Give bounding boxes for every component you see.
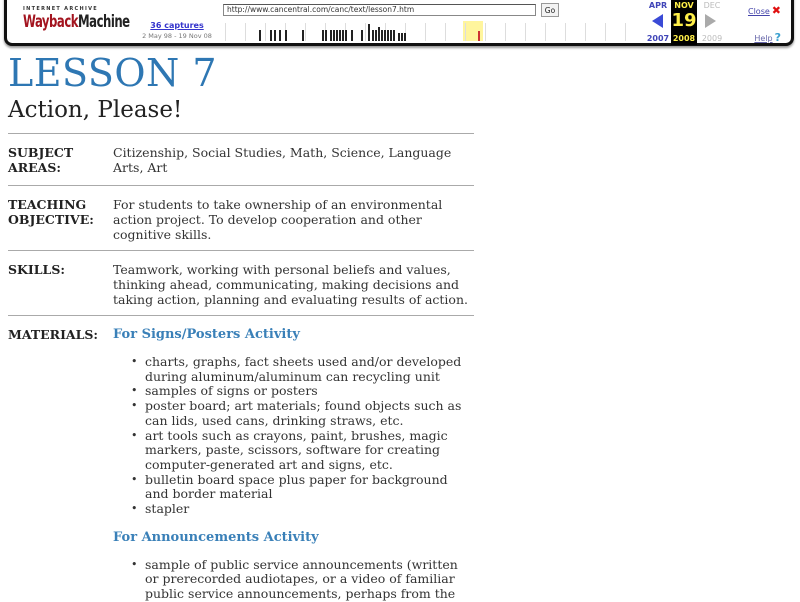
capture-bar xyxy=(381,30,383,41)
year-tick xyxy=(445,23,446,41)
section-label: SUBJECT AREAS: xyxy=(8,145,74,175)
capture-bar xyxy=(322,30,324,41)
materials-list xyxy=(113,327,474,602)
section-materials xyxy=(8,315,474,602)
wayback-logo[interactable] xyxy=(23,6,130,38)
materials-items xyxy=(113,355,474,517)
capture-bar xyxy=(345,30,347,41)
capture-bar xyxy=(279,30,281,41)
year-tick xyxy=(625,23,626,41)
materials-items xyxy=(113,558,474,602)
capture-bar xyxy=(378,27,380,41)
captures-range: 2 May 98 - 19 Nov 08 xyxy=(142,32,212,40)
help-icon[interactable]: ? xyxy=(774,31,781,44)
year-tick xyxy=(245,23,246,41)
close-icon[interactable]: ✖ xyxy=(771,4,781,17)
section-skills xyxy=(8,250,474,315)
wayback-toolbar xyxy=(4,0,794,46)
current-year-highlight xyxy=(463,21,483,41)
close-toolbar[interactable] xyxy=(748,4,781,17)
section-value: For students to take ownership of an environmental action project. To develop cooperation and other cognitive skills. xyxy=(113,197,443,242)
url-input[interactable]: http://www.cancentral.com/canc/text/lesson7.htm xyxy=(223,4,536,16)
year-tick xyxy=(505,23,506,41)
captures-info xyxy=(137,21,217,40)
capture-bar xyxy=(259,30,261,41)
capture-bar xyxy=(342,30,344,41)
year-tick xyxy=(485,23,486,41)
year-tick xyxy=(605,23,606,41)
capture-bar xyxy=(375,30,377,41)
capture-bar xyxy=(393,30,395,41)
year-tick xyxy=(225,23,226,41)
section-label: MATERIALS: xyxy=(8,327,99,342)
list-item: • art tools such as crayons, paint, brushes, magic markers, paste, scissors, software for creating computer-generated art and signs, etc. xyxy=(135,429,474,473)
section-teaching-objective xyxy=(8,185,474,250)
list-item: • sample of public service announcements (written or prerecorded audiotapes, or a video of familiar public service announcements, perhaps from the xyxy=(135,558,474,602)
help[interactable] xyxy=(754,31,781,44)
capture-bar xyxy=(325,30,327,41)
capture-bar xyxy=(330,30,332,41)
lesson-title: Action, Please! xyxy=(8,97,183,123)
current-capture-marker xyxy=(478,31,480,41)
next-year: 2009 xyxy=(701,34,723,43)
year-tick xyxy=(425,23,426,41)
activity-heading: For Signs/Posters Activity xyxy=(113,327,300,342)
capture-bar xyxy=(270,30,272,41)
capture-bar xyxy=(368,24,370,41)
capture-bar xyxy=(390,30,392,41)
current-month: NOV xyxy=(674,1,694,10)
capture-bar xyxy=(302,30,304,41)
capture-bar xyxy=(404,33,406,41)
current-capture xyxy=(671,0,697,45)
help-link[interactable]: Help xyxy=(754,34,773,43)
current-year: 2008 xyxy=(672,34,696,43)
year-tick xyxy=(565,23,566,41)
capture-bar xyxy=(361,30,363,41)
capture-bar xyxy=(339,30,341,41)
capture-bar xyxy=(351,30,353,41)
capture-bar xyxy=(372,30,374,41)
section-value: Teamwork, working with personal beliefs and values, thinking ahead, communicating, making decisions and taking action, planning and evaluating results of action. xyxy=(113,262,468,307)
captures-link[interactable]: 36 captures xyxy=(150,21,204,30)
prev-month: APR xyxy=(648,1,668,10)
captures-sparkline[interactable] xyxy=(223,23,643,43)
close-link[interactable]: Close xyxy=(747,7,770,16)
section-label: TEACHING OBJECTIVE: xyxy=(8,197,94,227)
capture-bar xyxy=(398,33,400,41)
current-day: 19 xyxy=(671,10,697,31)
list-item: • samples of signs or posters xyxy=(135,384,474,399)
capture-bar xyxy=(387,30,389,41)
prev-arrow-icon[interactable] xyxy=(652,14,663,28)
year-tick xyxy=(465,23,466,41)
list-item: • bulletin board space plus paper for background and border material xyxy=(135,473,474,502)
activity-heading: For Announcements Activity xyxy=(113,529,319,545)
next-month: DEC xyxy=(703,1,721,10)
capture-bar xyxy=(401,33,403,41)
year-tick xyxy=(365,23,366,41)
next-arrow-icon xyxy=(705,14,716,28)
lesson-number: LESSON 7 xyxy=(8,51,218,95)
lesson-content xyxy=(8,52,474,602)
list-item: • stapler xyxy=(135,502,474,517)
logo-wayback-text: Wayback xyxy=(23,12,79,33)
capture-bar xyxy=(384,30,386,41)
go-button[interactable]: Go xyxy=(541,3,559,17)
prev-year: 2007 xyxy=(646,34,670,43)
year-tick xyxy=(585,23,586,41)
capture-bar xyxy=(285,30,287,41)
logo-wayback-machine xyxy=(23,12,130,33)
logo-internet-archive: INTERNET ARCHIVE xyxy=(23,6,98,12)
section-label: SKILLS: xyxy=(8,262,65,277)
year-tick xyxy=(265,23,266,41)
year-tick xyxy=(545,23,546,41)
list-item: • poster board; art materials; found objects such as can lids, used cans, drinking straws, etc. xyxy=(135,399,474,428)
logo-machine-text: Machine xyxy=(78,12,130,33)
year-tick xyxy=(305,23,306,41)
calendar-navigator xyxy=(645,0,729,45)
capture-bar xyxy=(336,30,338,41)
next-capture xyxy=(699,0,725,45)
section-subject-areas xyxy=(8,133,474,185)
year-tick xyxy=(525,23,526,41)
list-item: • charts, graphs, fact sheets used and/or developed during aluminum/aluminum can recycling unit xyxy=(135,355,474,384)
capture-bar xyxy=(333,30,335,41)
capture-bar xyxy=(274,30,276,41)
prev-capture[interactable] xyxy=(645,0,671,45)
section-value: Citizenship, Social Studies, Math, Science, Language Arts, Art xyxy=(113,145,452,175)
